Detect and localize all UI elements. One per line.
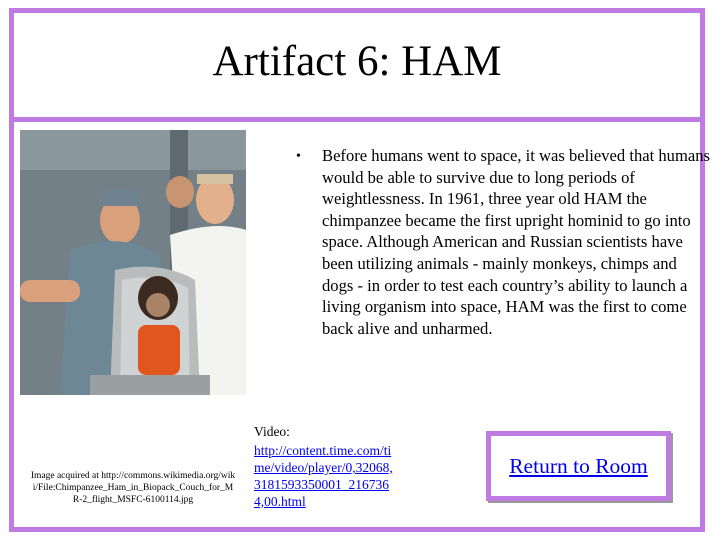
ham-photo-illustration: [20, 130, 246, 395]
description-paragraph: Before humans went to space, it was believed that humans would be able to survive due to long periods of weightlessness. In 1961, three year old HAM the chimpanzee became the first upright hominid to go into space. Although American and Russian scientists have been utilizing animals - mainly monkeys, chimps and dogs - in order to test each country’s ability to launch a living organism into space, HAM was the first to come back alive and unharmed.: [322, 146, 711, 338]
video-link[interactable]: http://content.time.com/time/video/player/0,32068,3181593350001_2167364,00.html: [254, 443, 393, 509]
ham-photo: [20, 130, 246, 395]
video-label: Video:: [254, 424, 290, 439]
bullet-marker: •: [296, 149, 301, 164]
slide-title: Artifact 6: HAM: [212, 37, 502, 85]
return-to-room-button[interactable]: [486, 431, 671, 501]
image-caption: Image acquired at http://commons.wikimedia.org/wiki/File:Chimpanzee_Ham_in_Biopack_Couch_for_MR-2_flight_MSFC-6100114.jpg: [30, 471, 236, 505]
title-box: [9, 8, 705, 122]
return-to-room-label[interactable]: Return to Room: [509, 453, 648, 478]
